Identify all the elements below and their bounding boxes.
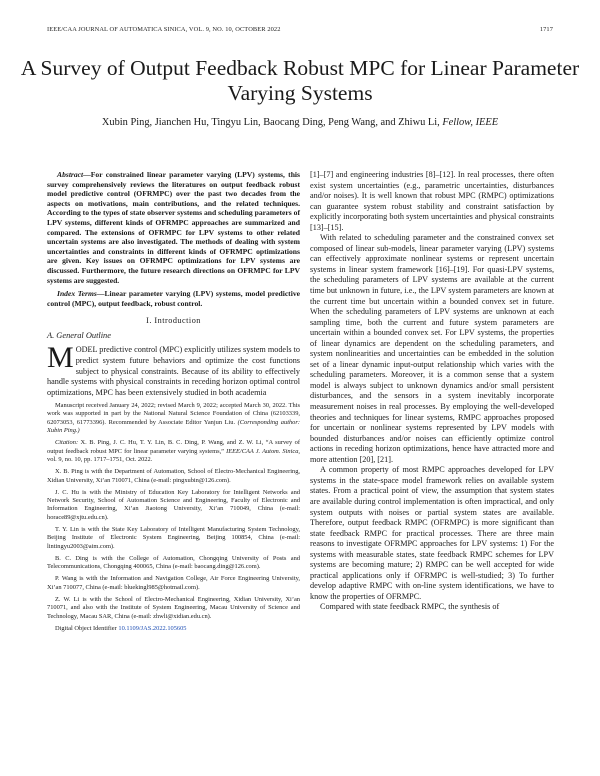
index-terms-label: Index Terms: [57, 289, 97, 299]
body-paragraph: Compared with state feedback RMPC, the synthesis of: [320, 602, 500, 612]
right-column: [310, 170, 554, 613]
left-column: [47, 170, 300, 637]
journal-header: IEEE/CAA JOURNAL OF AUTOMATICA SINICA, VOL. 9, NO. 10, OCTOBER 2022: [47, 26, 281, 33]
abstract-label: Abstract: [57, 170, 84, 179]
footnote-citation: [47, 439, 300, 464]
citation-label: Citation:: [55, 439, 79, 447]
received-text: Manuscript received January 24, 2022; revised March 9, 2022; accepted March 30, 2022. This work was supported in part by the National Natural Science Foundation of China (62103339, 62073053, 61773396). Recommended by Associate Editor Yanjun Liu.: [47, 402, 300, 426]
citation-text: X. B. Ping, J. C. Hu, T. Y. Lin, B. C. Ding, P. Wang, and Z. W. Li, “A survey of output feedback robust MPC for linear parameter varying systems,”: [47, 439, 300, 455]
doi-line: [47, 625, 300, 633]
running-header: [47, 26, 553, 36]
index-terms-text: —Linear parameter varying (LPV) systems, model predictive control (MPC), output feedback, robust control.: [47, 289, 300, 308]
drop-cap: M: [47, 341, 74, 375]
body-paragraph: With related to scheduling parameter and the constrained convex set composed of linear sub-models, linear parameter varying (LPV) systems can effectively approximate nonlinear systems or represent uncertain systems in linear system framework [16]–[19]. For quasi-LPV systems, the scheduling parameters of LPV systems are available at the current time but unknown in future, i.e., the LPV system parameters are known at the current time but uncertain within a bounded convex set in future. When the scheduling parameters of LPV systems are unknown at each sampling time, both the current and future system parameters are uncertain within a bounded convex set. For LPV systems, the properties of linear dynamics are dependent on the scheduling parameters, and system nonlinearities and uncertainties can be embedded in the solution set of a linear dynamic input-output relationship which varies with the scheduling parameters. Moreover, it is a common sense that a system model is always subject to unknown dynamics and/or small persistent disturbances, and the sensors in a system inevitably incorporate measurement noises in real processes. By employing the well-developed theories and techniques for linear systems, RMPC approaches proposed for uncertain or nonlinear systems represented by LPV models with bounded disturbances and/or noises can efficiently optimize control actions in receding horizon optimizations, hence have attracted more and more attention [20], [21].: [310, 233, 554, 464]
intro-text: ODEL predictive control (MPC) explicitly utilizes system models to predict system future behaviors and optimize the cost functions subject to physical constraints. Because of its ability to effectively handle systems with physical constraints in receding horizon optimal control optimizations, MPC has been extensively studied in both academia: [47, 345, 300, 397]
footnote-affiliation: T. Y. Lin is with the State Key Laboratory of Intelligent Manufacturing System Technology, Beijing Institute of Electronic System Engineering, Beijing 100854, China (e-mail: lintingyu2003@aim.com).: [47, 526, 300, 550]
author-line: [20, 117, 580, 128]
doi-link[interactable]: 10.1109/JAS.2022.105605: [118, 624, 187, 632]
body-paragraph: [1]–[7] and engineering industries [8]–[12]. In real processes, there often exist system uncertainties (e.g., parametric uncertainties, disturbances and/or noises). It is well known that robust MPC (RMPC) optimizations can guarantee system robust stability and constraint satisfaction by explicitly incorporating both system uncertainties and physical constraints [13]–[15].: [310, 170, 554, 232]
intro-paragraph: [47, 341, 300, 398]
index-terms: [47, 289, 300, 308]
doi-label: Digital Object Identifier: [55, 624, 117, 632]
abstract-text: —For constrained linear parameter varying (LPV) systems, this survey comprehensively reviews the literatures on output feedback robust model predictive control (OFRMPC) over the past two decades from the aspects on motivations, main contributions, and the related techniques. According to the types of state observer systems and scheduling parameters of LPV systems, different kinds of OFRMPC approaches are summarized and compared. The extensions of OFRMPC for LPV systems to other related uncertain systems are also investigated. The methods of dealing with system uncertainties and constraints in different kinds of OFRMPC optimizations are given. Key issues on OFRMPC optimizations for LPV systems are discussed. Furthermore, the future research directions on OFRMPC for LPV systems are suggested.: [47, 170, 300, 285]
corresponding-author: (Corresponding author: Xubin Ping.): [47, 418, 300, 435]
author-names: Xubin Ping, Jianchen Hu, Tingyu Lin, Baocang Ding, Peng Wang, and Zhiwu Li,: [101, 117, 440, 128]
footnote-affiliation: Z. W. Li is with the School of Electro-Mechanical Engineering, Xidian University, Xi’an 710071, and also with the Institute of System Engineering, Macau University of Science and Technology, Macau SAR, China (e-mail: zhwli@xidian.edu.cn).: [47, 596, 300, 620]
footnote-affiliation: P. Wang is with the Information and Navigation College, Air Force Engineering University, Xi’an 710077, China (e-mail: bluekingl985@hotmail.com).: [47, 575, 300, 591]
citation-journal: IEEE/CAA J. Autom. Sinica,: [226, 447, 300, 455]
author-fellow: Fellow, IEEE: [442, 117, 499, 128]
footnotes: [47, 402, 300, 633]
abstract: [47, 170, 300, 285]
section-heading: I. Introduction: [146, 316, 201, 326]
footnote-received: [47, 402, 300, 435]
subsection-heading: A. General Outline: [47, 330, 111, 340]
page-number: 1717: [539, 26, 553, 33]
citation-tail: vol. 9, no. 10, pp. 1717–1751, Oct. 2022.: [47, 455, 153, 463]
footnote-affiliation: B. C. Ding is with the College of Automation, Chongqing University of Posts and Telecommunications, Chongqing 400065, China (e-mail: baocang.ding@126.com).: [47, 554, 300, 571]
body-paragraph: A common property of most RMPC approaches developed for LPV systems in the state-space model framework relies on available system states. From a practical point of view, the assumption that system states are available during control implementation is often impractical, and only system outputs with noises or partial system states are available. Therefore, output feedback RMPC (OFRMPC) is more significant than state feedback RMPC for practical processes. There are three main reasons to investigate OFRMPC approaches for LPV systems: 1) For the systems with measurable states, state feedback RMPC schemes for LPV systems are becoming mature; 2) RMPC can be well accepted for wide practical applications only if OFRMPC is well-studied; 3) To further develop adaptive RMPC with on-line system identifications, we have to know the properties of OFRMPC.: [310, 465, 554, 601]
footnote-affiliation: J. C. Hu is with the Ministry of Education Key Laboratory for Intelligent Networks and Network Security, School of Automation Science and Engineering, Faculty of Electronic and Information Engineering, Xi’an Jiaotong University, Xi’an 710049, China (e-mail: horace89@xjtu.edu.cn).: [47, 488, 300, 521]
paper-title: A Survey of Output Feedback Robust MPC for Linear Parameter Varying Systems: [20, 56, 580, 105]
footnote-affiliation: X. B. Ping is with the Department of Automation, School of Electro-Mechanical Engineering, Xidian University, Xi’an 710071, China (e-mail: pingxubin@126.com).: [47, 468, 300, 484]
